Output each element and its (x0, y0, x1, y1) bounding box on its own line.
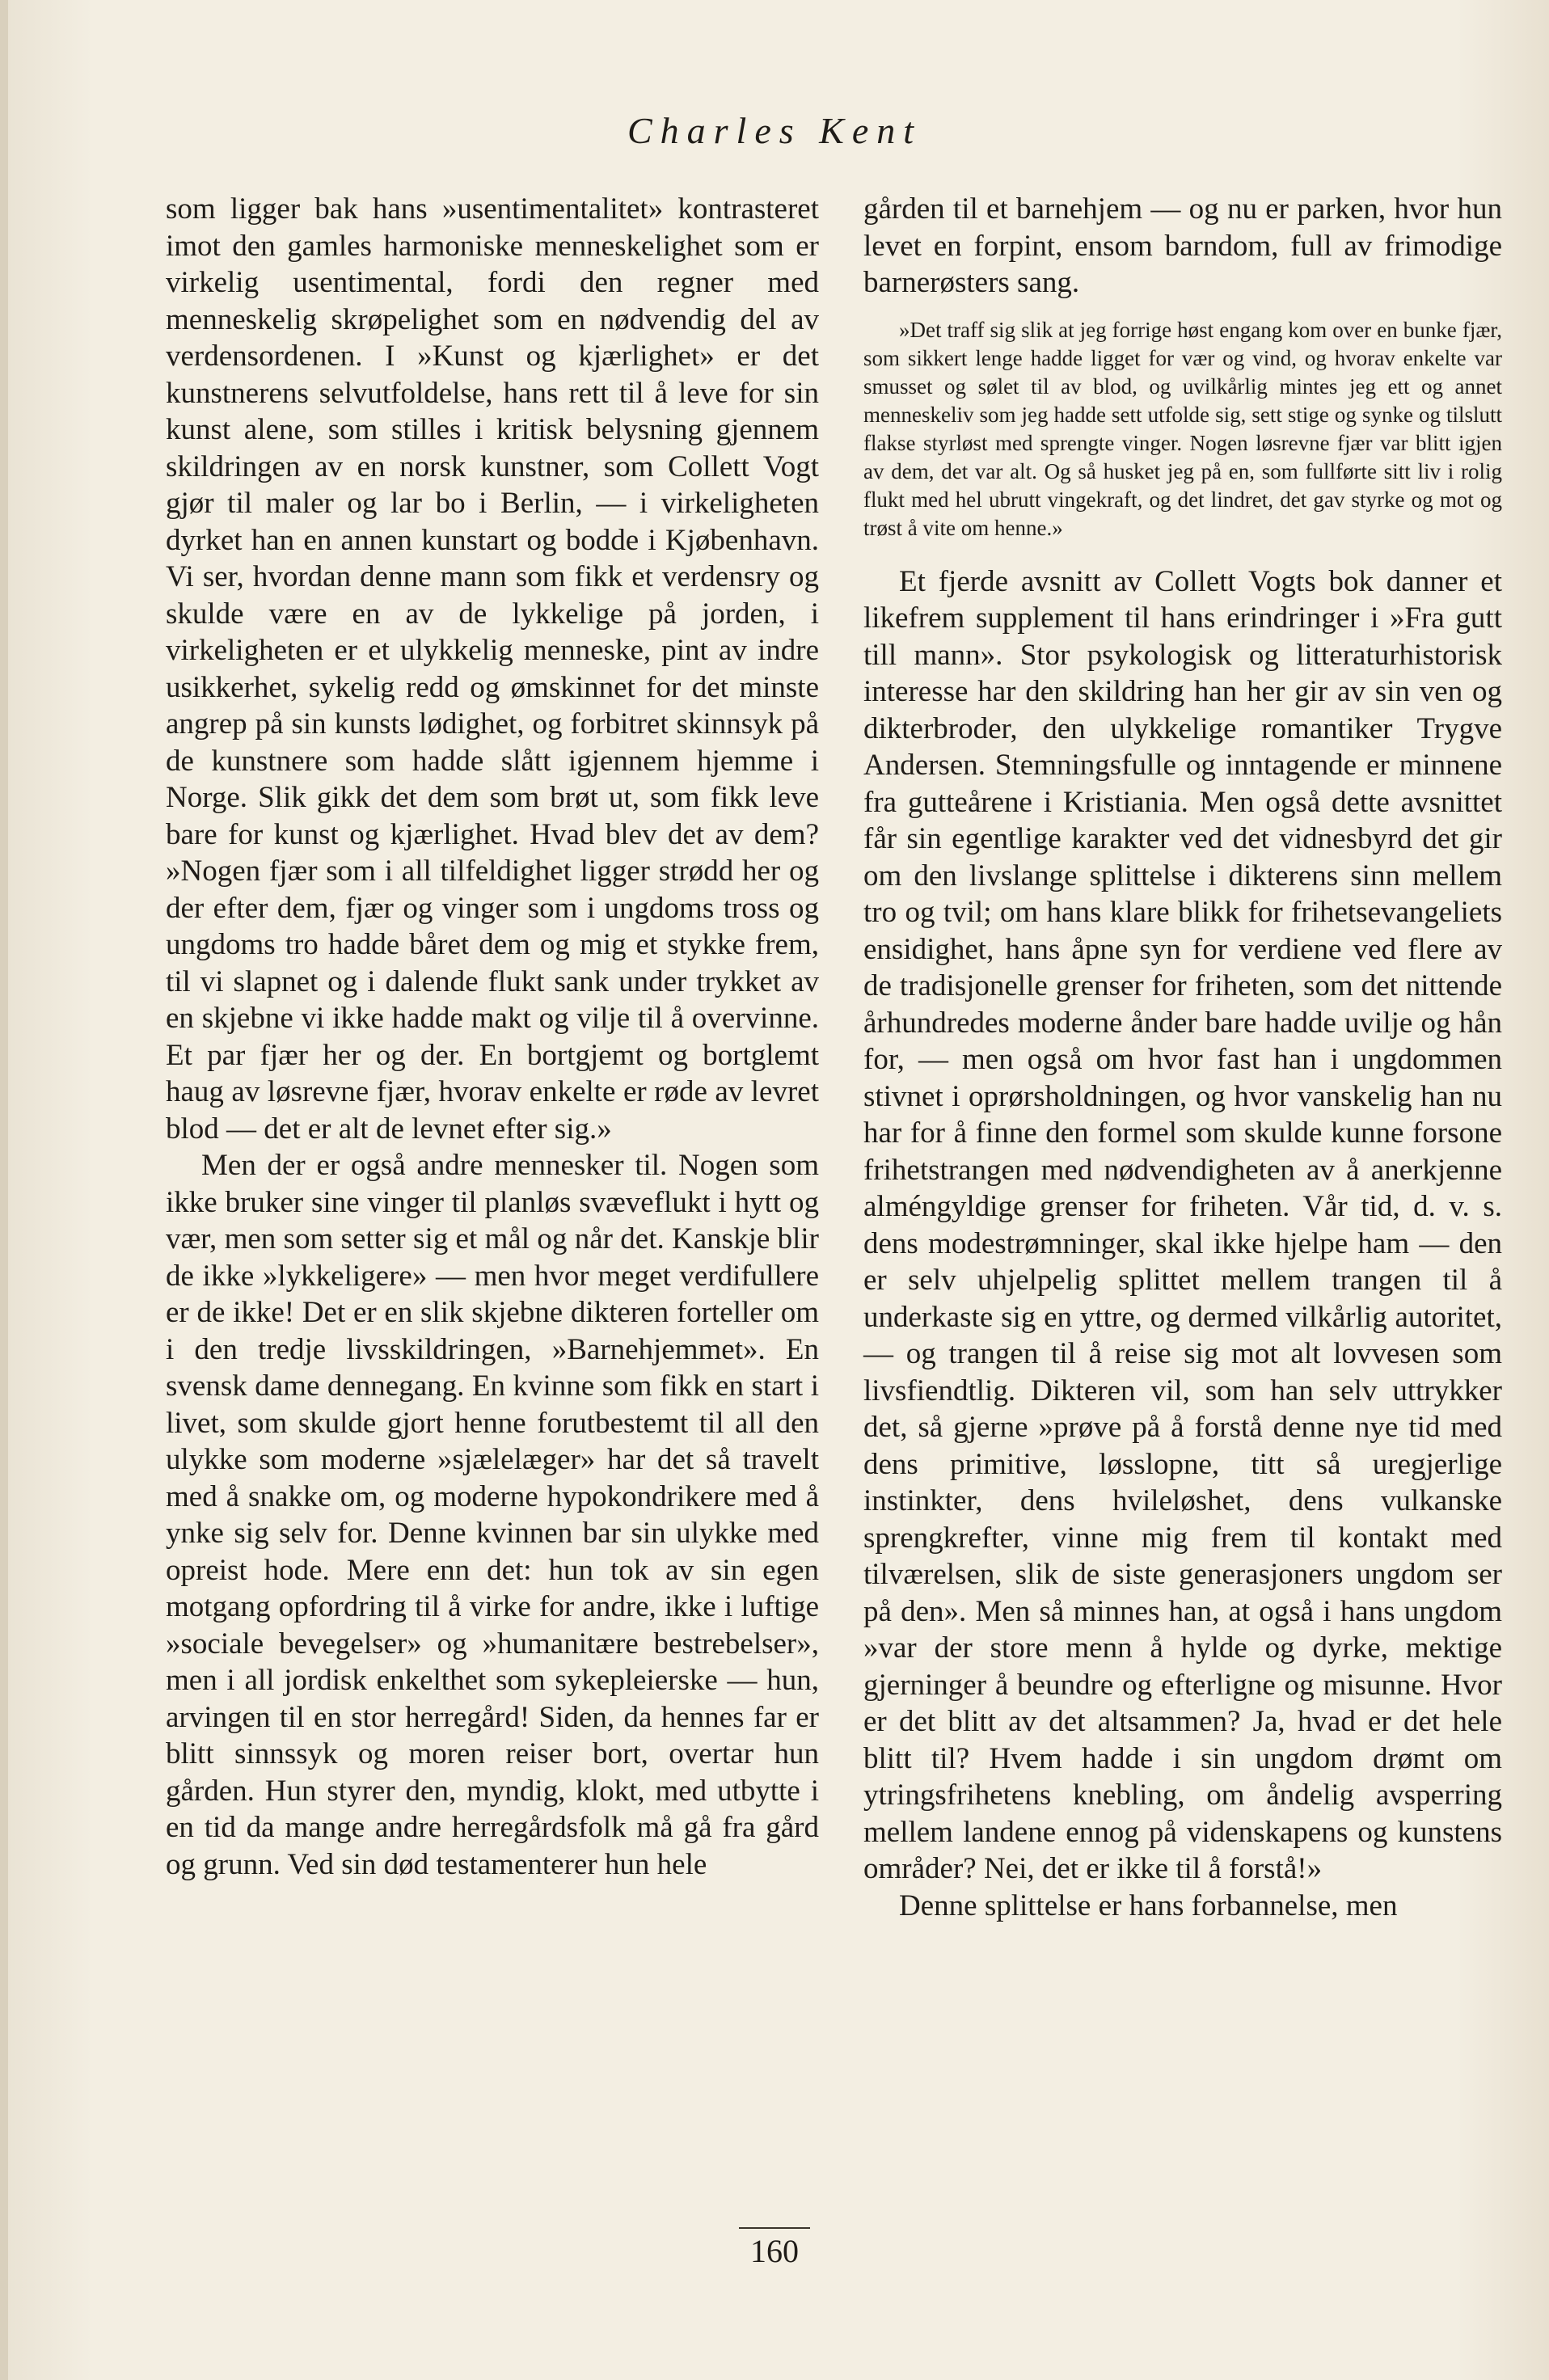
left-paragraph-2: Men der er også andre mennesker til. Nogen som ikke bruker sine vinger til planløs svæveflukt i hytt og vær, men som setter sig et mål og når det. Kanskje blir de ikke »lykkeligere» — men hvor meget verdifullere er de ikke! Det er en slik skjebne dikteren forteller om i den tredje livsskildringen, »Barnehjemmet». En svensk dame dennegang. En kvinne som fikk en start i livet, som skulde gjort henne forutbestemt til all den ulykke som moderne »sjælelæger» har det så travelt med å snakke om, og moderne hypokondrikere med å ynke sig selv for. Denne kvinnen bar sin ulykke med opreist hode. Mere enn det: hun tok av sin egen motgang opfordring til å virke for andre, ikke i luftige »sociale bevegelser» og »humanitære bestrebelser», men i all jordisk enkelthet som sykepleierske — hun, arvingen til en stor herregård! Siden, da hennes far er blitt sinnssyk og moren reiser bort, overtar hun gården. Hun styrer den, myndig, klokt, med utbytte i en tid da mange andre herregårdsfolk må gå fra gård og grunn. Ved sin død testamenterer hun hele (166, 1149, 819, 1881)
right-paragraph-1: gården til et barnehjem — og nu er parken, hvor hun levet en forpint, ensom barndom, full av frimodige barnerøsters sang. (863, 192, 1502, 299)
left-column (166, 191, 819, 1883)
page-number (0, 2227, 1549, 2270)
block-quote: »Det traff sig slik at jeg forrige høst engang kom over en bunke fjær, som sikkert lenge hadde ligget for vær og vind, og hvorav enkelte var smusset og sølet til av blod, og uvilkårlig mintes jeg ett og annet menneskeliv som jeg hadde sett utfolde sig, sett stige og synke og tilslutt flakse styrløst med sprengte vinger. Nogen løsrevne fjær var blitt igjen av dem, det var alt. Og så husket jeg på en, som fullførte sitt liv i rolig flukt med hel ubrutt vingekraft, og det lindret, det gav styrke og mot og trøst å vite om henne.» (863, 317, 1502, 540)
right-column (863, 191, 1502, 1924)
page-number-text: 160 (739, 2227, 810, 2270)
right-paragraph-3: Denne splittelse er hans forbannelse, men (899, 1888, 1398, 1922)
paper-edge (0, 0, 8, 2380)
left-paragraph-1: som ligger bak hans »usentimentalitet» kontrasteret imot den gamles harmoniske menneskelighet som er virkelig usentimental, fordi den regner med menneskelig skrøpelighet som en nødvendig del av verdensordenen. I »Kunst og kjærlighet» er det kunstnerens selvutfoldelse, hans rett til å leve for sin kunst alene, som stilles i kritisk belysning gjennem skildringen av en norsk kunstner, som Collett Vogt gjør til maler og lar bo i Berlin, — i virkeligheten dyrket han en annen kunstart og bodde i Kjøbenhavn. Vi ser, hvordan denne mann som fikk et verdensry og skulde være en av de lykkelige på jorden, i virkeligheten er et ulykkelig menneske, pint av indre usikkerhet, sykelig redd og ømskinnet for det minste angrep på sin kunsts lødighet, og forbitret skinnsyk på de kunstnere som hadde slått igjennem hjemme i Norge. Slik gikk det dem som brøt ut, som fikk leve bare for kunst og kjærlighet. Hvad blev det av dem? »Nogen fjær som i all tilfeldighet ligger strødd her og der efter dem, fjær og vinger som i ungdoms tross og ungdoms tro hadde båret dem og mig et stykke frem, til vi slapnet og i dalende flukt sank under trykket av en skjebne vi ikke hadde makt og vilje til å overvinne. Et par fjær her og der. En bortgjemt og bortglemt haug av løsrevne fjær, hvorav enkelte er røde av levret blod — det er alt de levnet efter sig.» (166, 192, 819, 1146)
running-head: Charles Kent (627, 110, 922, 151)
right-paragraph-2: Et fjerde avsnitt av Collett Vogts bok danner et likefrem supplement til hans erindringer i »Fra gutt till mann». Stor psykologisk og litteraturhistorisk interesse har den skildring han her gir av sin ven og dikterbroder, den ulykkelige romantiker Trygve Andersen. Stemningsfulle og inntagende er minnene fra gutteårene i Kristiania. Men også dette avsnittet får sin egentlige karakter ved det vidnesbyrd det gir om den livslange splittelse i dikterens sinn mellem tro og tvil; om hans klare blikk for frihetsevangeliets ensidighet, hans åpne syn for verdiene ved flere av de tradisjonelle grenser for friheten, som det nittende århundredes moderne ånder bare hadde uvilje og hån for, — men også om hvor fast han i ungdommen stivnet i oprørsholdningen, og hvor vanskelig han nu har for å finne den formel som skulde kunne forsone frihetstrangen med nødvendigheten av å anerkjenne alméngyldige grenser for friheten. Vår tid, d. v. s. dens modestrømninger, skal ikke hjelpe ham — den er selv uhjelpelig splittet mellem trangen til å underkaste sig en yttre, og dermed vilkårlig autoritet, — og trangen til å reise sig mot alt lovvesen som livsfiendtlig. Dikteren vil, som han selv uttrykker det, så gjerne »prøve på å forstå denne nye tid med dens primitive, løsslopne, titt så uregjerlige instinkter, dens hvileløshet, dens vulkanske sprengkrefter, vinne mig frem til kontakt med tilværelsen, slik de siste generasjoners ungdom ser på den». Men så minnes han, at også i hans ungdom »var der store menn å hylde og dyrke, mektige gjerninger å beundre og efterligne og misunne. Hvor er det blitt av det altsammen? Ja, hvad er det hele blitt til? Hvem hadde i sin ungdom drømt om ytringsfrihetens knebling, om åndelig avsperring mellem landene ennog på videnskapens og kunstens områder? Nei, det er ikke til å forstå!» (863, 564, 1502, 1885)
